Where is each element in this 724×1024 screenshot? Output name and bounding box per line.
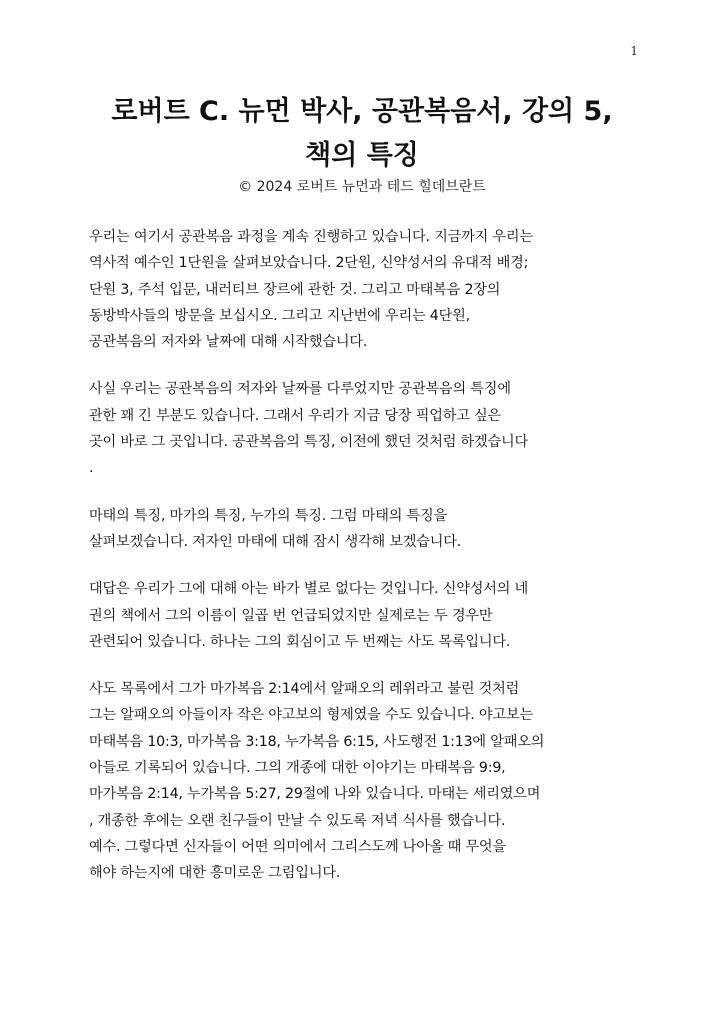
text-line: 대답은 우리가 그에 대해 아는 바가 별로 없다는 것입니다. 신약성서의 네 bbox=[89, 581, 529, 598]
paragraph-3 bbox=[89, 503, 649, 556]
text-line: 사실 우리는 공관복음의 저자와 날짜를 다루었지만 공관복음의 특징에 bbox=[89, 381, 511, 398]
document-title bbox=[60, 90, 664, 178]
title-line-1: 로버트 C. 뉴먼 박사, 공관복음서, 강의 5, bbox=[111, 96, 613, 127]
paragraph-1 bbox=[89, 224, 649, 355]
text-line: 아들로 기록되어 있습니다. 그의 개종에 대한 이야기는 마태복음 9:9, bbox=[89, 760, 506, 777]
paragraph-5 bbox=[89, 676, 649, 886]
text-line: 마태복음 10:3, 마가복음 3:18, 누가복음 6:15, 사도행전 1:13에 알패오의 bbox=[89, 733, 545, 750]
text-line: 예수. 그렇다면 신자들이 어떤 의미에서 그리스도께 나아올 때 무엇을 bbox=[89, 838, 506, 855]
text-line: 곳이 바로 그 곳입니다. 공관복음의 특징, 이전에 했던 것처럼 하겠습니다 bbox=[89, 434, 529, 451]
text-line: 단원 3, 주석 입문, 내러티브 장르에 관한 것. 그리고 마태복음 2장의 bbox=[89, 281, 501, 298]
text-line: 권의 책에서 그의 이름이 일곱 번 언급되었지만 실제로는 두 경우만 bbox=[89, 607, 493, 624]
title-line-2: 책의 특징 bbox=[305, 140, 419, 171]
text-line: 마태의 특징, 마가의 특징, 누가의 특징. 그럼 마태의 특징을 bbox=[89, 507, 448, 524]
text-line: 관련되어 있습니다. 하나는 그의 회심이고 두 번째는 사도 목록입니다. bbox=[89, 633, 511, 650]
text-line: 그는 알패오의 아들이자 작은 야고보의 형제였을 수도 있습니다. 야고보는 bbox=[89, 707, 533, 724]
page-number: 1 bbox=[630, 44, 638, 58]
text-line: 마가복음 2:14, 누가복음 5:27, 29절에 나와 있습니다. 마태는 세리였으며 bbox=[89, 786, 541, 803]
text-line: 동방박사들의 방문을 보십시오. 그리고 지난번에 우리는 4단원, bbox=[89, 307, 470, 324]
paragraph-4 bbox=[89, 576, 649, 655]
text-line: 우리는 여기서 공관복음 과정을 계속 진행하고 있습니다. 지금까지 우리는 bbox=[89, 229, 533, 245]
text-line: 사도 목록에서 그가 마가복음 2:14에서 알패오의 레위라고 불린 것처럼 bbox=[89, 681, 520, 698]
text-line: 해야 하는지에 대한 흥미로운 그림입니다. bbox=[89, 865, 341, 882]
copyright-notice: © 2024 로버트 뉴먼과 테드 힐데브란트 bbox=[238, 179, 486, 195]
paragraph-2 bbox=[89, 376, 649, 481]
text-line: 관한 꽤 긴 부분도 있습니다. 그래서 우리가 지금 당장 픽업하고 싶은 bbox=[89, 407, 502, 424]
text-line: 공관복음의 저자와 날짜에 대해 시작했습니다. bbox=[89, 334, 368, 351]
document-body bbox=[89, 224, 649, 908]
text-line: 살펴보겠습니다. 저자인 마태에 대해 잠시 생각해 보겠습니다. bbox=[89, 533, 462, 550]
text-line: . bbox=[89, 460, 94, 477]
text-line: , 개종한 후에는 오랜 친구들이 만날 수 있도록 저녁 식사를 했습니다. bbox=[89, 812, 506, 829]
text-line: 역사적 예수인 1단원을 살펴보았습니다. 2단원, 신약성서의 유대적 배경; bbox=[89, 255, 529, 272]
